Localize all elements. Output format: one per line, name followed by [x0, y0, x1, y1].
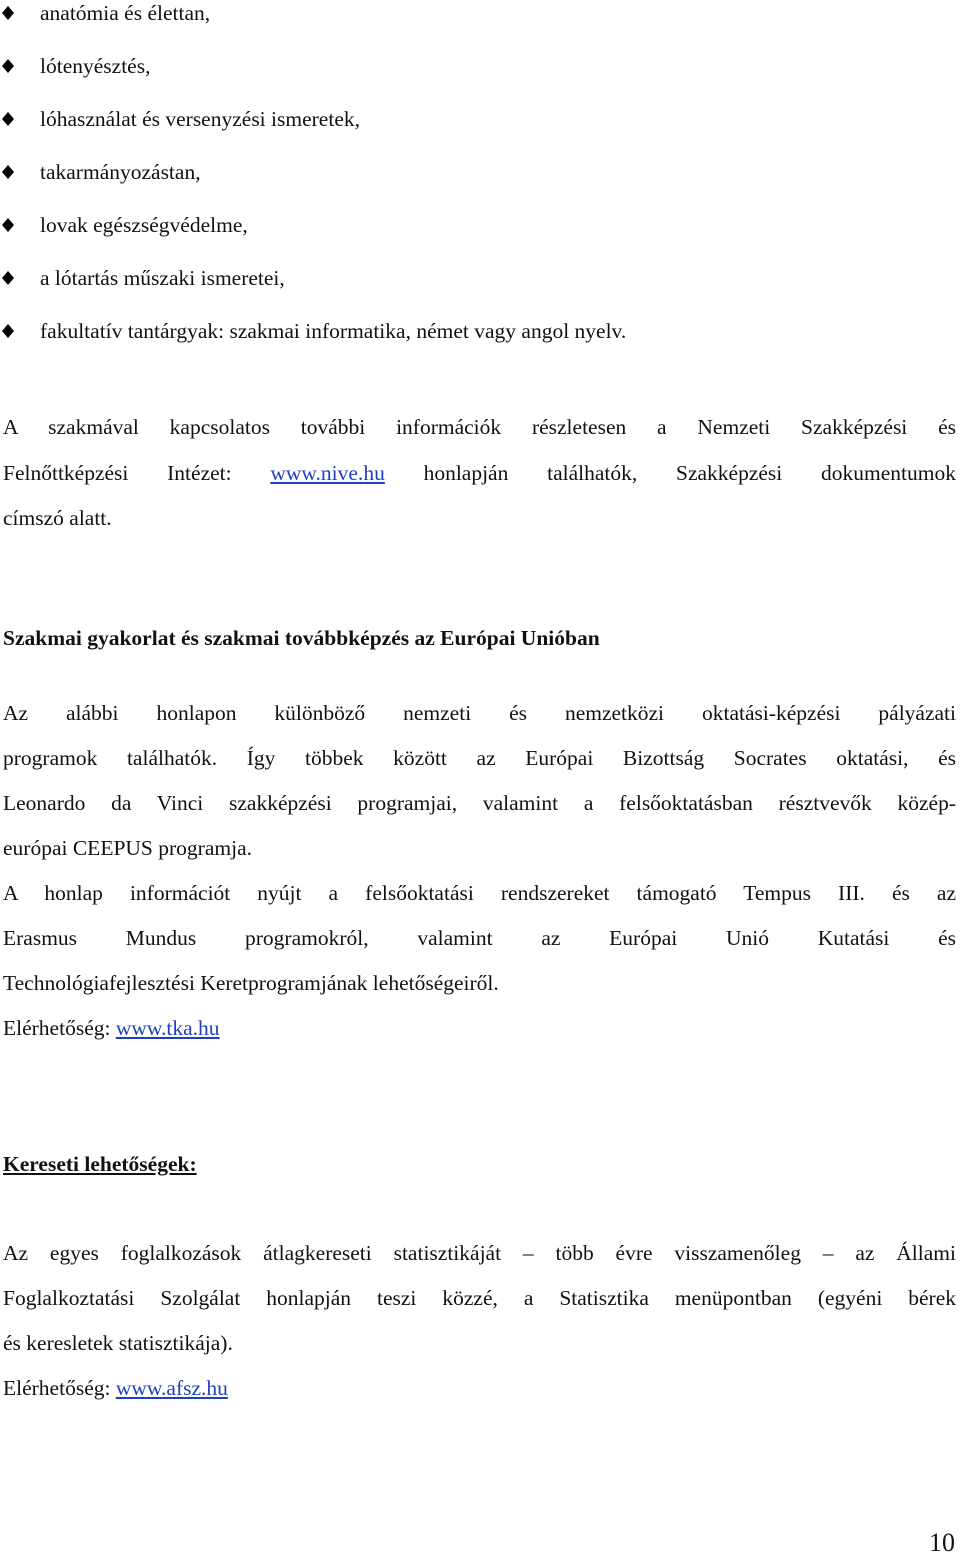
list-item-text: lótenyésztés,: [40, 54, 151, 78]
paragraph-line: Erasmus Mundus programokról, valamint az Európai Unió Kutatási és: [3, 926, 956, 950]
section-heading: Szakmai gyakorlat és szakmai továbbképzés az Európai Unióban: [3, 626, 600, 650]
paragraph-line: Leonardo da Vinci szakképzési programjai, valamint a felsőoktatásban résztvevők közép-: [3, 791, 956, 815]
link-text: www.nive.: [270, 461, 364, 485]
paragraph-line: A szakmával kapcsolatos további információk részletesen a Nemzeti Szakképzési és: [3, 415, 956, 439]
diamond-bullet-icon: [2, 112, 14, 126]
contact-label: Elérhetőség:: [3, 1016, 116, 1040]
contact-label: Elérhetőség:: [3, 1376, 116, 1400]
paragraph-line: Az egyes foglalkozások átlagkereseti statisztikáját – több évre visszamenőleg – az Állami: [3, 1241, 956, 1265]
list-item-text: lóhasználat és versenyzési ismeretek,: [40, 107, 360, 131]
nive-link[interactable]: [270, 461, 384, 485]
paragraph-line: Foglalkoztatási Szolgálat honlapján teszi közzé, a Statisztika menüpontban (egyéni bérek: [3, 1286, 956, 1310]
list-item-text: fakultatív tantárgyak: szakmai informatika, német vagy angol nyelv.: [40, 319, 627, 343]
paragraph-line: programok találhatók. Így többek között az Európai Bizottság Socrates oktatási, és: [3, 746, 956, 770]
diamond-bullet-icon: [2, 165, 14, 179]
afsz-link[interactable]: www.afsz.hu: [115, 1376, 228, 1400]
diamond-bullet-icon: [2, 324, 14, 338]
list-item-text: a lótartás műszaki ismeretei,: [40, 266, 285, 290]
paragraph-line: Az alábbi honlapon különböző nemzeti és nemzetközi oktatási-képzési pályázati: [3, 701, 956, 725]
paragraph-line: és keresletek statisztikája).: [3, 1331, 233, 1355]
diamond-bullet-icon: [2, 218, 14, 232]
list-item-text: anatómia és élettan,: [40, 1, 211, 25]
list-item-text: lovak egészségvédelme,: [40, 213, 248, 237]
contact-line: [3, 1015, 956, 1041]
section-heading: Kereseti lehetőségek:: [3, 1152, 197, 1176]
list-item-text: takarmányozástan,: [40, 160, 201, 184]
paragraph-line: címszó alatt.: [3, 506, 112, 530]
paragraph-line: európai CEEPUS programja.: [3, 836, 252, 860]
paragraph-line: [3, 460, 956, 486]
text-span: honlapján találhatók, Szakképzési dokumentumok: [384, 461, 956, 485]
diamond-bullet-icon: [2, 6, 14, 20]
paragraph-line: Technológiafejlesztési Keretprogramjának lehetőségeiről.: [3, 971, 499, 995]
link-text: hu: [363, 461, 385, 485]
text-span: Felnőttképzési Intézet:: [3, 461, 271, 485]
page-number: 10: [929, 1528, 955, 1557]
paragraph-line: A honlap információt nyújt a felsőoktatási rendszereket támogató Tempus III. és az: [3, 881, 956, 905]
diamond-bullet-icon: [2, 271, 14, 285]
diamond-bullet-icon: [2, 59, 14, 73]
tka-link[interactable]: www.tka.hu: [115, 1016, 220, 1040]
contact-line: [3, 1375, 956, 1401]
